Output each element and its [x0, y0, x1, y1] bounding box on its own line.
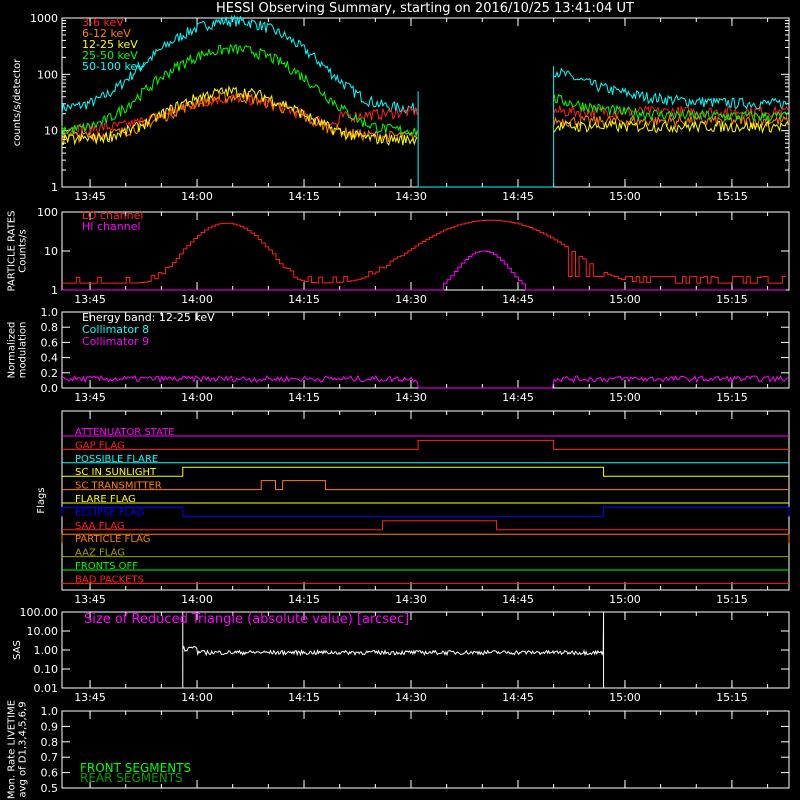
count-rates-frame — [62, 18, 789, 187]
flags-ylabel: Flags — [36, 487, 47, 514]
particle-rates-x-tick-label: 13:45 — [74, 293, 106, 306]
sas-y-tick-label: 0.10 — [33, 663, 58, 676]
sas-x-tick-label: 15:15 — [716, 691, 748, 704]
flag-row-line — [62, 467, 789, 479]
sas-x-tick-label: 13:45 — [74, 691, 106, 704]
modulation-series-line — [62, 376, 788, 388]
particle-rates-x-tick-label: 15:00 — [609, 293, 641, 306]
sas-x-tick-label: 14:15 — [288, 691, 320, 704]
count-rates-legend-entry: 12-25 keV — [82, 38, 138, 51]
flags-x-tick-label: 14:00 — [181, 593, 213, 606]
particle-rates-x-tick-label: 14:30 — [395, 293, 427, 306]
livetime-legend-entry: REAR SEGMENTS — [80, 771, 183, 785]
sas-ylabel: SAS — [12, 640, 23, 660]
modulation-x-tick-label: 13:45 — [74, 391, 106, 404]
count-rates-x-tick-label: 15:00 — [609, 190, 641, 203]
modulation-x-tick-label: 14:45 — [502, 391, 534, 404]
sas-x-tick-label: 14:30 — [395, 691, 427, 704]
modulation-y-tick-label: 0.8 — [40, 321, 58, 335]
sas-x-tick-label: 14:00 — [181, 691, 213, 704]
modulation-y-tick-label: 0.2 — [40, 366, 58, 380]
particle-rates-y-tick-label: 1 — [51, 284, 58, 297]
particle-rates-legend-entry: LO channel — [82, 209, 144, 222]
modulation-legend-entry: Collimator 9 — [82, 335, 150, 348]
sas-y-tick-label: 100.00 — [19, 606, 58, 619]
livetime-y-tick-label: 0.6 — [40, 766, 58, 780]
count-rates-y-tick-label: 1000 — [30, 12, 58, 25]
flags-x-tick-label: 14:45 — [502, 593, 534, 606]
flag-row-label: SAA FLAG — [75, 520, 125, 532]
count-rates-series-line — [62, 45, 788, 136]
modulation-legend-entry: Collimator 8 — [82, 323, 150, 336]
modulation-x-tick-label: 14:30 — [395, 391, 427, 404]
livetime-ylabel: avg of D1,3,4,5,6,9 — [17, 701, 29, 798]
sas-y-tick-label: 10.00 — [26, 625, 58, 638]
count-rates-gap-line — [418, 66, 554, 187]
particle-rates-x-tick-label: 14:00 — [181, 293, 213, 306]
particle-rates-ylabel: Counts/s — [17, 229, 29, 273]
count-rates-x-tick-label: 15:15 — [716, 190, 748, 203]
count-rates-series-line — [62, 16, 788, 114]
particle-rates-y-tick-label: 100 — [37, 206, 58, 219]
count-rates-x-tick-label: 14:00 — [181, 190, 213, 203]
flag-row-label: ECLIPSE FLAG — [75, 507, 145, 519]
particle-rates-lo-line — [62, 220, 786, 283]
count-rates-x-tick-label: 14:45 — [502, 190, 534, 203]
sas-annotation: Size of Reduced Triangle (absolute value) [arcsec] — [84, 612, 410, 627]
count-rates-series-line — [62, 93, 788, 142]
particle-rates-y-tick-label: 10 — [44, 245, 58, 258]
flags-x-tick-label: 14:30 — [395, 593, 427, 606]
flag-row-line — [62, 481, 789, 490]
particle-rates-x-tick-label: 14:15 — [288, 293, 320, 306]
flags-x-tick-label: 13:45 — [74, 593, 106, 606]
flag-row-label: FRONTS OFF — [75, 561, 139, 572]
count-rates-legend-entry: 3-6 keV — [82, 16, 124, 29]
livetime-legend-entry: FRONT SEGMENTS — [80, 761, 192, 775]
sas-x-tick-label: 14:45 — [502, 691, 534, 704]
livetime-ylabel: Mon. Rate LIVETIME — [6, 699, 18, 800]
modulation-y-tick-label: 1.0 — [40, 306, 58, 319]
flag-row-line — [62, 534, 789, 546]
flag-row-label: SC IN SUNLIGHT — [75, 467, 157, 479]
modulation-y-tick-label: 0.6 — [40, 336, 58, 350]
livetime-y-tick-label: 0.7 — [40, 751, 58, 765]
count-rates-x-tick-label: 13:45 — [74, 190, 106, 203]
flag-row-label: ATTENUATOR STATE — [75, 427, 175, 438]
particle-rates-hi-line — [62, 251, 786, 290]
flag-row-label: POSSIBLE FLARE — [75, 453, 159, 465]
flag-row-label: PARTICLE FLAG — [75, 534, 151, 546]
sas-y-tick-label: 0.01 — [33, 682, 58, 695]
flags-x-tick-label: 15:00 — [609, 593, 641, 606]
count-rates-x-tick-label: 14:30 — [395, 190, 427, 203]
flag-row-label: GAP FLAG — [75, 440, 125, 452]
sas-x-tick-label: 15:00 — [609, 691, 641, 704]
count-rates-ylabel: counts/s/detector — [12, 58, 23, 147]
flag-row-label: AAZ FLAG — [75, 547, 125, 559]
flags-x-tick-label: 15:15 — [716, 593, 748, 606]
count-rates-legend-entry: 25-50 keV — [82, 49, 138, 62]
particle-rates-ylabel: PARTICLE RATES — [6, 210, 18, 292]
particle-rates-x-tick-label: 14:45 — [502, 293, 534, 306]
modulation-y-tick-label: 0.4 — [40, 351, 58, 365]
flag-row-line — [62, 440, 789, 452]
sas-y-tick-label: 1.00 — [33, 644, 58, 657]
modulation-ylabel: Normalized — [6, 321, 18, 379]
flag-row-label: BAD PACKETS — [75, 574, 144, 586]
particle-rates-x-tick-label: 15:15 — [716, 293, 748, 306]
livetime-y-tick-label: 1.0 — [40, 705, 58, 718]
flags-x-tick-label: 14:15 — [288, 593, 320, 606]
modulation-x-tick-label: 15:00 — [609, 391, 641, 404]
livetime-y-tick-label: 0.9 — [40, 720, 58, 734]
flag-row-line — [62, 507, 789, 519]
particle-rates-frame — [62, 212, 789, 290]
modulation-x-tick-label: 14:15 — [288, 391, 320, 404]
flag-row-line — [62, 521, 789, 530]
modulation-annotation: Energy band: 12-25 keV — [82, 311, 215, 324]
particle-rates-legend-entry: HI channel — [82, 220, 141, 233]
count-rates-legend-entry: 6-12 keV — [82, 27, 131, 40]
flag-row-label: SC TRANSMITTER — [75, 480, 162, 492]
modulation-x-tick-label: 14:00 — [181, 391, 213, 404]
chart-title: HESSI Observing Summary, starting on 2016/10/25 13:41:04 UT — [216, 1, 634, 16]
modulation-ylabel: modulation — [17, 321, 29, 379]
count-rates-legend-entry: 50-100 keV — [82, 60, 145, 73]
count-rates-x-tick-label: 14:15 — [288, 190, 320, 203]
count-rates-y-tick-label: 100 — [37, 68, 58, 82]
modulation-y-tick-label: 0.0 — [40, 382, 58, 395]
count-rates-y-tick-label: 10 — [44, 124, 58, 138]
livetime-y-tick-label: 0.8 — [40, 735, 58, 749]
count-rates-y-tick-label: 1 — [51, 181, 58, 194]
flag-row-label: FLARE FLAG — [75, 494, 136, 505]
modulation-x-tick-label: 15:15 — [716, 391, 748, 404]
livetime-y-tick-label: 0.5 — [40, 782, 58, 795]
